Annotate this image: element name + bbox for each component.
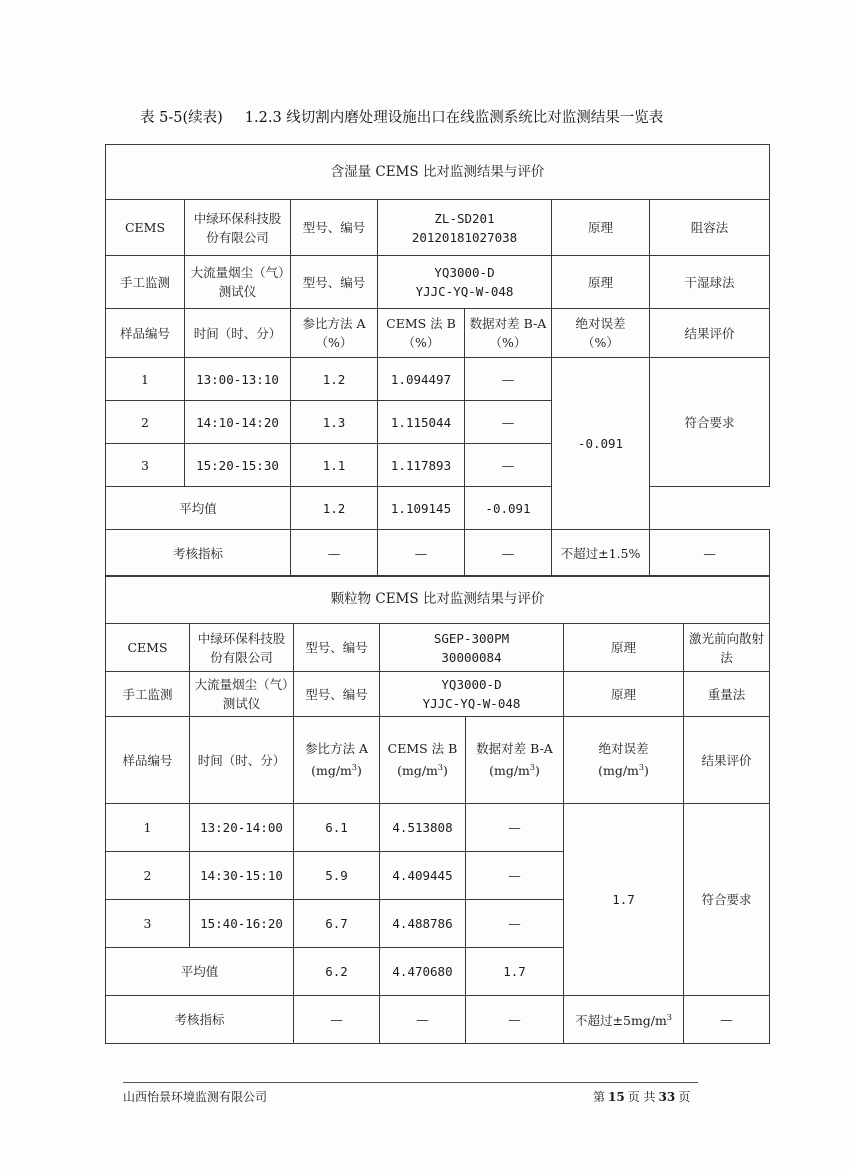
particulate-table [105,575,770,1044]
table-row: 3 15:20-15:30 1.1 1.117893 — [106,444,770,487]
table-row: 2 14:10-14:20 1.3 1.115044 — [106,401,770,444]
particulate-header: 颗粒物 CEMS 比对监测结果与评价 [106,576,770,624]
footer-page-number: 第 15 页 共 33 页 [593,1090,691,1104]
moisture-average-row: 平均值 1.2 1.109145 -0.091 [106,487,770,530]
table-number: 表 5-5(续表) [140,110,223,126]
moisture-column-headers: 样品编号 时间（时、分） 参比方法 A （%） CEMS 法 B （%） 数据对差 B-A （%） 绝对误差 （%） 结果评价 [106,309,770,358]
table-row: 1 13:00-13:10 1.2 1.094497 — -0.091 符合要求 [106,358,770,401]
footer-divider [123,1082,698,1083]
moisture-header: 含湿量 CEMS 比对监测结果与评价 [106,145,770,200]
moisture-abs-error: -0.091 [552,358,650,530]
moisture-kpi-row: 考核指标 — — — 不超过±1.5% — [106,530,770,577]
particulate-cems-model: SGEP-300PM 30000084 [380,624,564,672]
moisture-manual-row: 手工监测 大流量烟尘（气）测试仪 型号、编号 YQ3000-D YJJC-YQ-W-048 原理 干湿球法 [106,256,770,309]
particulate-average-row: 平均值 6.2 4.470680 1.7 [106,948,770,996]
particulate-manual-model: YQ3000-D YJJC-YQ-W-048 [380,672,564,717]
particulate-kpi-row: 考核指标 — — — 不超过$\pm 5mg/m^3$ — [106,996,770,1044]
table-row: 1 13:20-14:00 6.1 4.513808 — 1.7 符合要求 [106,804,770,852]
table-row: 3 15:40-16:20 6.7 4.488786 — [106,900,770,948]
footer-company: 山西怡景环境监测有限公司 [123,1090,268,1104]
moisture-cems-model: ZL-SD201 20120181027038 [378,200,552,256]
moisture-cems-row: CEMS 中绿环保科技股份有限公司 型号、编号 ZL-SD201 20120181027038 原理 阻容法 [106,200,770,256]
particulate-cems-row: CEMS 中绿环保科技股份有限公司 型号、编号 SGEP-300PM 30000084 原理 激光前向散射法 [106,624,770,672]
particulate-manual-row: 手工监测 大流量烟尘（气）测试仪 型号、编号 YQ3000-D YJJC-YQ-W-048 原理 重量法 [106,672,770,717]
particulate-evaluation: 符合要求 [684,804,770,996]
particulate-column-headers: 样品编号 时间（时、分） 参比方法 A $(mg/m^3)$ CEMS 法 B $(mg/m^3)$ 数据对差 B-A $(mg/m^3)$ 绝对误差 $(mg/m^3)$ 结果评价 [106,717,770,804]
moisture-evaluation: 符合要求 [650,358,770,487]
table-row: 2 14:30-15:10 5.9 4.409445 — [106,852,770,900]
page-title [140,106,740,127]
moisture-manual-model: YQ3000-D YJJC-YQ-W-048 [378,256,552,309]
table-title: 1.2.3 线切割内磨处理设施出口在线监测系统比对监测结果一览表 [244,110,664,126]
particulate-abs-error: 1.7 [564,804,684,996]
moisture-table [105,144,770,577]
